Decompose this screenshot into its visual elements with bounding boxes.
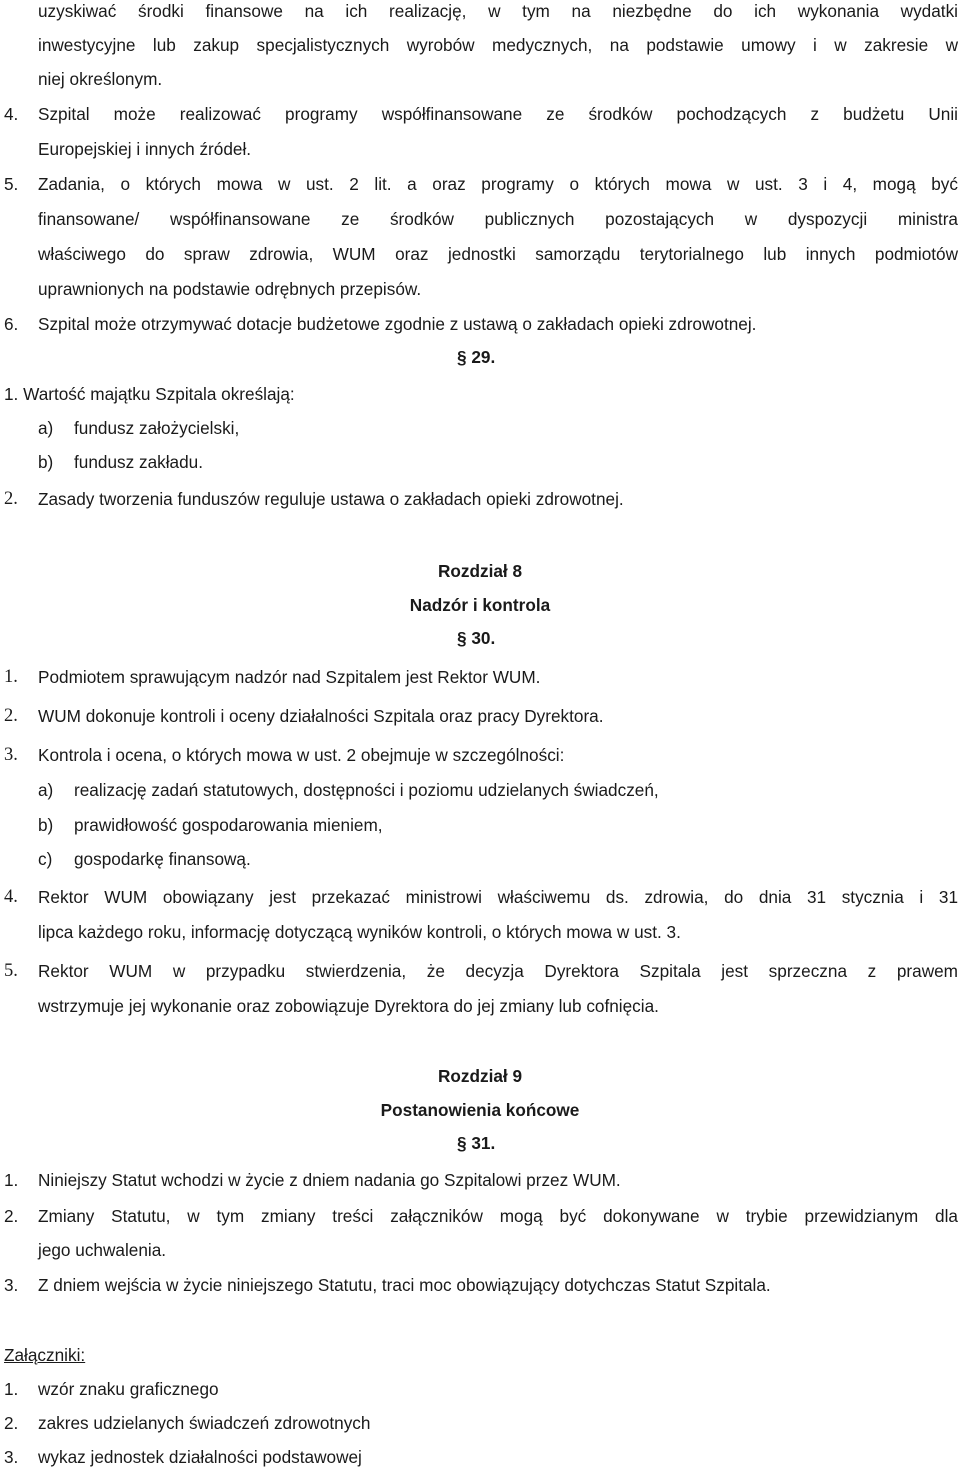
item-number: 4. [4,104,19,124]
item-text: Z dniem wejścia w życie niniejszego Statutu, traci moc obowiązujący dotychczas Statut Szpitala. [38,1275,771,1295]
item-text: jego uchwalenia. [38,1240,167,1260]
item-number: 5. [4,174,19,194]
attachment-item: wykaz jednostek działalności podstawowej [38,1447,362,1467]
attachments-heading: Załączniki: [4,1345,86,1365]
item-text: lipca każdego roku, informację dotyczącą wyników kontroli, o których mowa w ust. 3. [38,922,681,942]
item-text: Szpital może otrzymywać dotacje budżetowe zgodnie z ustawą o zakładach opieki zdrowotnej. [38,314,757,334]
subitem-text: prawidłowość gospodarowania mieniem, [74,815,383,835]
item-text: Europejskiej i innych źródeł. [38,139,252,159]
item-number: 3. [4,1275,19,1295]
item-number: 1. [4,1170,19,1190]
continuation-line: niej określonym. [38,69,163,89]
item-number: 2. [4,706,18,726]
subitem-label: a) [38,418,54,438]
attachment-item: wzór znaku graficznego [38,1379,219,1399]
section-mark-31: § 31. [457,1133,496,1153]
subitem-text: fundusz zakładu. [74,452,203,472]
section-mark-29: § 29. [457,347,496,367]
item-number: 4. [4,887,18,907]
item-text: Zasady tworzenia funduszów reguluje ustawa o zakładach opieki zdrowotnej. [38,489,624,509]
subitem-text: realizację zadań statutowych, dostępności i poziomu udzielanych świadczeń, [74,780,659,800]
item-number: 2. [4,489,18,509]
section-sign-icon: § [457,1133,472,1153]
item-text: Kontrola i ocena, o których mowa w ust. 2 obejmuje w szczególności: [38,745,565,765]
item-number: 3. [4,745,18,765]
chapter-subtitle: Postanowienia końcowe [380,1100,580,1120]
item-text: wstrzymuje jej wykonanie oraz zobowiązuje Dyrektora do jej zmiany lub cofnięcia. [38,996,659,1016]
item-number: 6. [4,314,19,334]
continuation-line: uzyskiwać środki finansowe na ich realizację, w tym na niezbędne do ich wykonania wydatki [38,1,958,21]
section-sign-icon: § [457,628,472,648]
subitem-text: fundusz założycielski, [74,418,240,438]
attachment-number: 3. [4,1447,19,1467]
subitem-label: b) [38,815,54,835]
item-text: finansowane/ współfinansowane ze środków publicznych pozostających w dyspozycji ministra [38,209,958,229]
attachment-number: 1. [4,1379,19,1399]
section-mark-30: § 30. [457,628,496,648]
item-text: Zmiany Statutu, w tym zmiany treści załączników mogą być dokonywane w trybie przewidzianym dla [38,1206,958,1226]
item-text: Szpital może realizować programy współfinansowane ze środków pochodzących z budżetu Unii [38,104,958,124]
item-text: Rektor WUM w przypadku stwierdzenia, że decyzja Dyrektora Szpitala jest sprzeczna z prawem [38,961,958,981]
item-number: 2. [4,1206,19,1226]
item-text: uprawnionych na podstawie odrębnych przepisów. [38,279,422,299]
continuation-line: inwestycyjne lub zakup specjalistycznych wyrobów medycznych, na podstawie umowy i w zakresie w [38,35,958,55]
item-text: 1. Wartość majątku Szpitala określają: [4,384,295,404]
item-text: Rektor WUM obowiązany jest przekazać ministrowi właściwemu ds. zdrowia, do dnia 31 stycznia i 31 [38,887,958,907]
item-number: 1. [4,667,18,687]
subitem-label: a) [38,780,54,800]
item-number: 5. [4,961,18,981]
subitem-text: gospodarkę finansową. [74,849,251,869]
item-text: Zadania, o których mowa w ust. 2 lit. a oraz programy o których mowa w ust. 3 i 4, mogą być [38,174,958,194]
chapter-subtitle: Nadzór i kontrola [409,595,551,615]
attachment-item: zakres udzielanych świadczeń zdrowotnych [38,1413,371,1433]
subitem-label: b) [38,452,54,472]
section-sign-icon: § [457,347,472,367]
chapter-title: Rozdział 8 [437,561,523,581]
subitem-label: c) [38,849,53,869]
item-text: Niniejszy Statut wchodzi w życie z dniem nadania go Szpitalowi przez WUM. [38,1170,621,1190]
attachment-number: 2. [4,1413,19,1433]
item-text: właściwego do spraw zdrowia, WUM oraz jednostki samorządu terytorialnego lub innych podmiotów [38,244,958,264]
chapter-title: Rozdział 9 [437,1066,523,1086]
item-text: Podmiotem sprawującym nadzór nad Szpitalem jest Rektor WUM. [38,667,541,687]
item-text: WUM dokonuje kontroli i oceny działalności Szpitala oraz pracy Dyrektora. [38,706,604,726]
